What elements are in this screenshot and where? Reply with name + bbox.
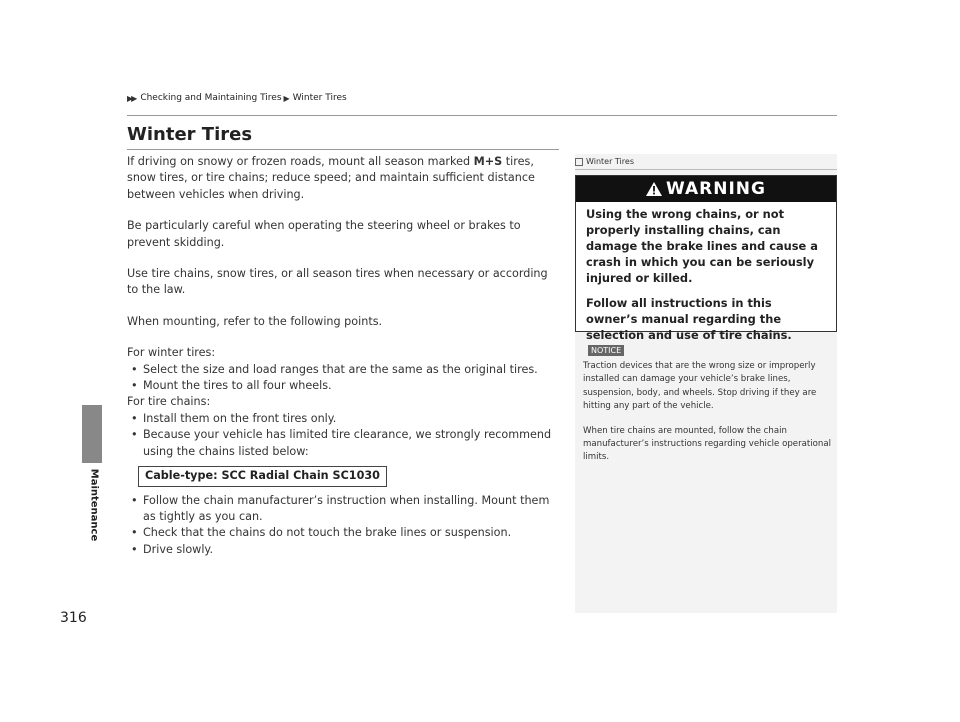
notice-badge: NOTICE	[588, 345, 624, 356]
notice-text: When tire chains are mounted, follow the chain manufacturer’s instructions regarding vehicle operational limits.	[583, 425, 831, 463]
paragraph: Use tire chains, snow tires, or all season tires when necessary or according to the law.	[127, 267, 548, 297]
sidebar-divider	[575, 169, 837, 170]
warning-triangle-icon	[646, 182, 662, 196]
notice-body	[583, 360, 833, 476]
warning-text: Using the wrong chains, or not properly installing chains, can damage the brake lines and cause a crash in which you can be seriously injured or killed.	[586, 207, 818, 285]
warning-box	[575, 175, 837, 342]
paragraph: Be particularly careful when operating the steering wheel or brakes to prevent skidding.	[127, 219, 521, 249]
winter-tires-heading: For winter tires:	[127, 346, 216, 360]
warning-body	[576, 202, 836, 343]
sidebar-panel	[575, 154, 837, 613]
list-item: • Install them on the front tires only.	[127, 411, 559, 427]
notice-text: Traction devices that are the wrong size or improperly installed can damage your vehicle’s brake lines, suspension, body, and wheels. Stop driving if they are hitting any part of the vehicle.	[583, 361, 817, 412]
recommended-chain-box: Cable-type: SCC Radial Chain SC1030	[138, 466, 387, 486]
reference-square-icon	[575, 158, 583, 166]
ms-mark: M+S	[473, 155, 503, 168]
list-item: • Select the size and load ranges that are the same as the original tires.	[127, 362, 559, 378]
breadcrumb-parent[interactable]: Checking and Maintaining Tires	[140, 93, 282, 103]
intro-paragraph: If driving on snowy or frozen roads, mount all season marked M+S tires, snow tires, or tire chains; reduce speed; and maintain sufficient distance between vehicles when driving.	[127, 155, 535, 201]
page-title: Winter Tires	[127, 124, 253, 145]
title-divider	[127, 149, 559, 150]
page-number: 316	[60, 610, 87, 626]
list-item: • Follow the chain manufacturer’s instruction when installing. Mount them as tightly as you can.	[127, 493, 559, 526]
double-arrow-icon: ▶	[283, 93, 288, 103]
paragraph: When mounting, refer to the following points.	[127, 314, 383, 328]
section-tab	[82, 405, 102, 463]
warning-header: WARNING	[576, 176, 836, 202]
list-item: • Drive slowly.	[127, 542, 559, 558]
tire-chains-heading: For tire chains:	[127, 395, 211, 409]
double-arrow-icon: ▶▶	[127, 93, 136, 103]
list-item: • Check that the chains do not touch the brake lines or suspension.	[127, 525, 559, 541]
breadcrumb	[127, 93, 347, 103]
main-content	[127, 154, 559, 558]
list-item: • Because your vehicle has limited tire clearance, we strongly recommend using the chains listed below:	[127, 427, 559, 460]
list-item: • Mount the tires to all four wheels.	[127, 378, 559, 394]
sidebar-heading: Winter Tires	[575, 157, 634, 166]
header-divider	[127, 115, 837, 116]
breadcrumb-current: Winter Tires	[292, 93, 347, 103]
warning-text: Follow all instructions in this owner’s manual regarding the selection and use of tire chains.	[586, 296, 792, 342]
